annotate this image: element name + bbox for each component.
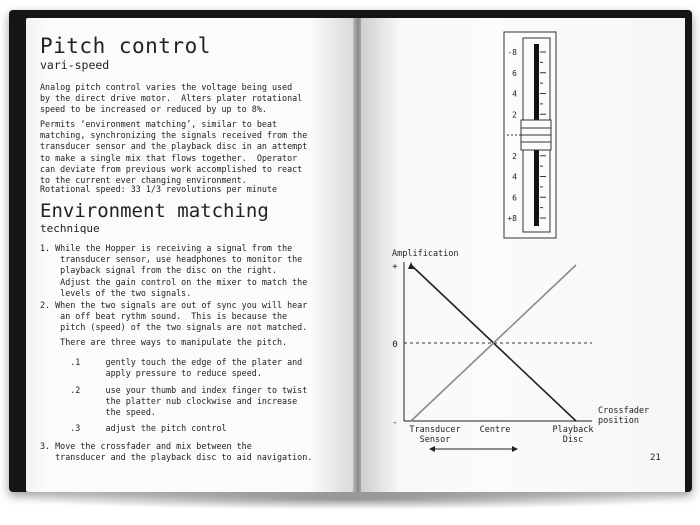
sub-step-3: .3 adjust the pitch control (40, 423, 227, 433)
step-2-lead: There are three ways to manipulate the pitch. (40, 337, 288, 347)
slider-label: 6 (512, 193, 517, 203)
slider-label: 4 (512, 89, 517, 99)
environment-paragraph: Permits ‘environment matching’, similar to beat matching, synchronizing the signals received from the transducer sensor and the playback disc in an attempt to make a single mix that flows together. Operator can deviate from previous work accomplished to react to the current ever changing environment. (40, 119, 308, 186)
slider-label: 6 (512, 68, 517, 78)
x-tick-transducer-line1: Transducer (409, 425, 461, 435)
x-label-line1: Crossfader (598, 406, 650, 416)
y-tick-zero: 0 (392, 340, 398, 350)
intro-paragraph: Analog pitch control varies the voltage being used by the direct drive motor. Alters plater rotational speed to be increased or reduced by up to 8%. (40, 82, 303, 115)
sub-step-2: .2 use your thumb and index finger to twist the platter nub clockwise and increase the speed. (70, 385, 308, 418)
x-tick-centre: Centre (479, 425, 511, 435)
slider-label: -8 (507, 48, 517, 57)
slider-label: 2 (512, 110, 517, 120)
slider-label: 4 (512, 172, 517, 182)
rotational-speed-text: Rotational speed: 33 1/3 revolutions per minute (40, 184, 277, 194)
transducer-arrowhead (408, 262, 414, 269)
step-1: 1. While the Hopper is receiving a signal from the transducer sensor, use headphones to monitor the playback signal from the disc on the right. Adjust the gain control on the mixer to match the levels of the two signals. (40, 243, 308, 298)
x-label-line2: position (598, 416, 639, 426)
chart-y-label: Amplification (392, 249, 459, 259)
slider-label: 2 (512, 151, 517, 161)
x-tick-playback-line2: Disc (562, 435, 584, 445)
page-number: 21 (650, 453, 661, 463)
step-3: 3. Move the crossfader and mix between the transducer and the playback disc to aid navigation. (40, 441, 313, 463)
page-subtitle: vari-speed (40, 58, 110, 72)
direction-arrow (429, 446, 518, 452)
x-tick-transducer-line2: Sensor (419, 435, 451, 445)
page-title: Pitch control (40, 34, 211, 58)
section-title: Environment matching (40, 200, 269, 222)
sub-step-1: .1 gently touch the edge of the plater and apply pressure to reduce speed. (70, 357, 303, 379)
y-tick-plus: + (392, 262, 398, 272)
y-tick-minus: - (392, 418, 398, 428)
slider-label: +8 (507, 214, 517, 223)
section-subtitle: technique (40, 222, 100, 235)
x-tick-playback-line1: Playback (552, 425, 594, 435)
step-2: 2. When the two signals are out of sync you will hear an off beat rythm sound. This is because the pitch (speed) of the two signals are not matched. (40, 300, 308, 333)
